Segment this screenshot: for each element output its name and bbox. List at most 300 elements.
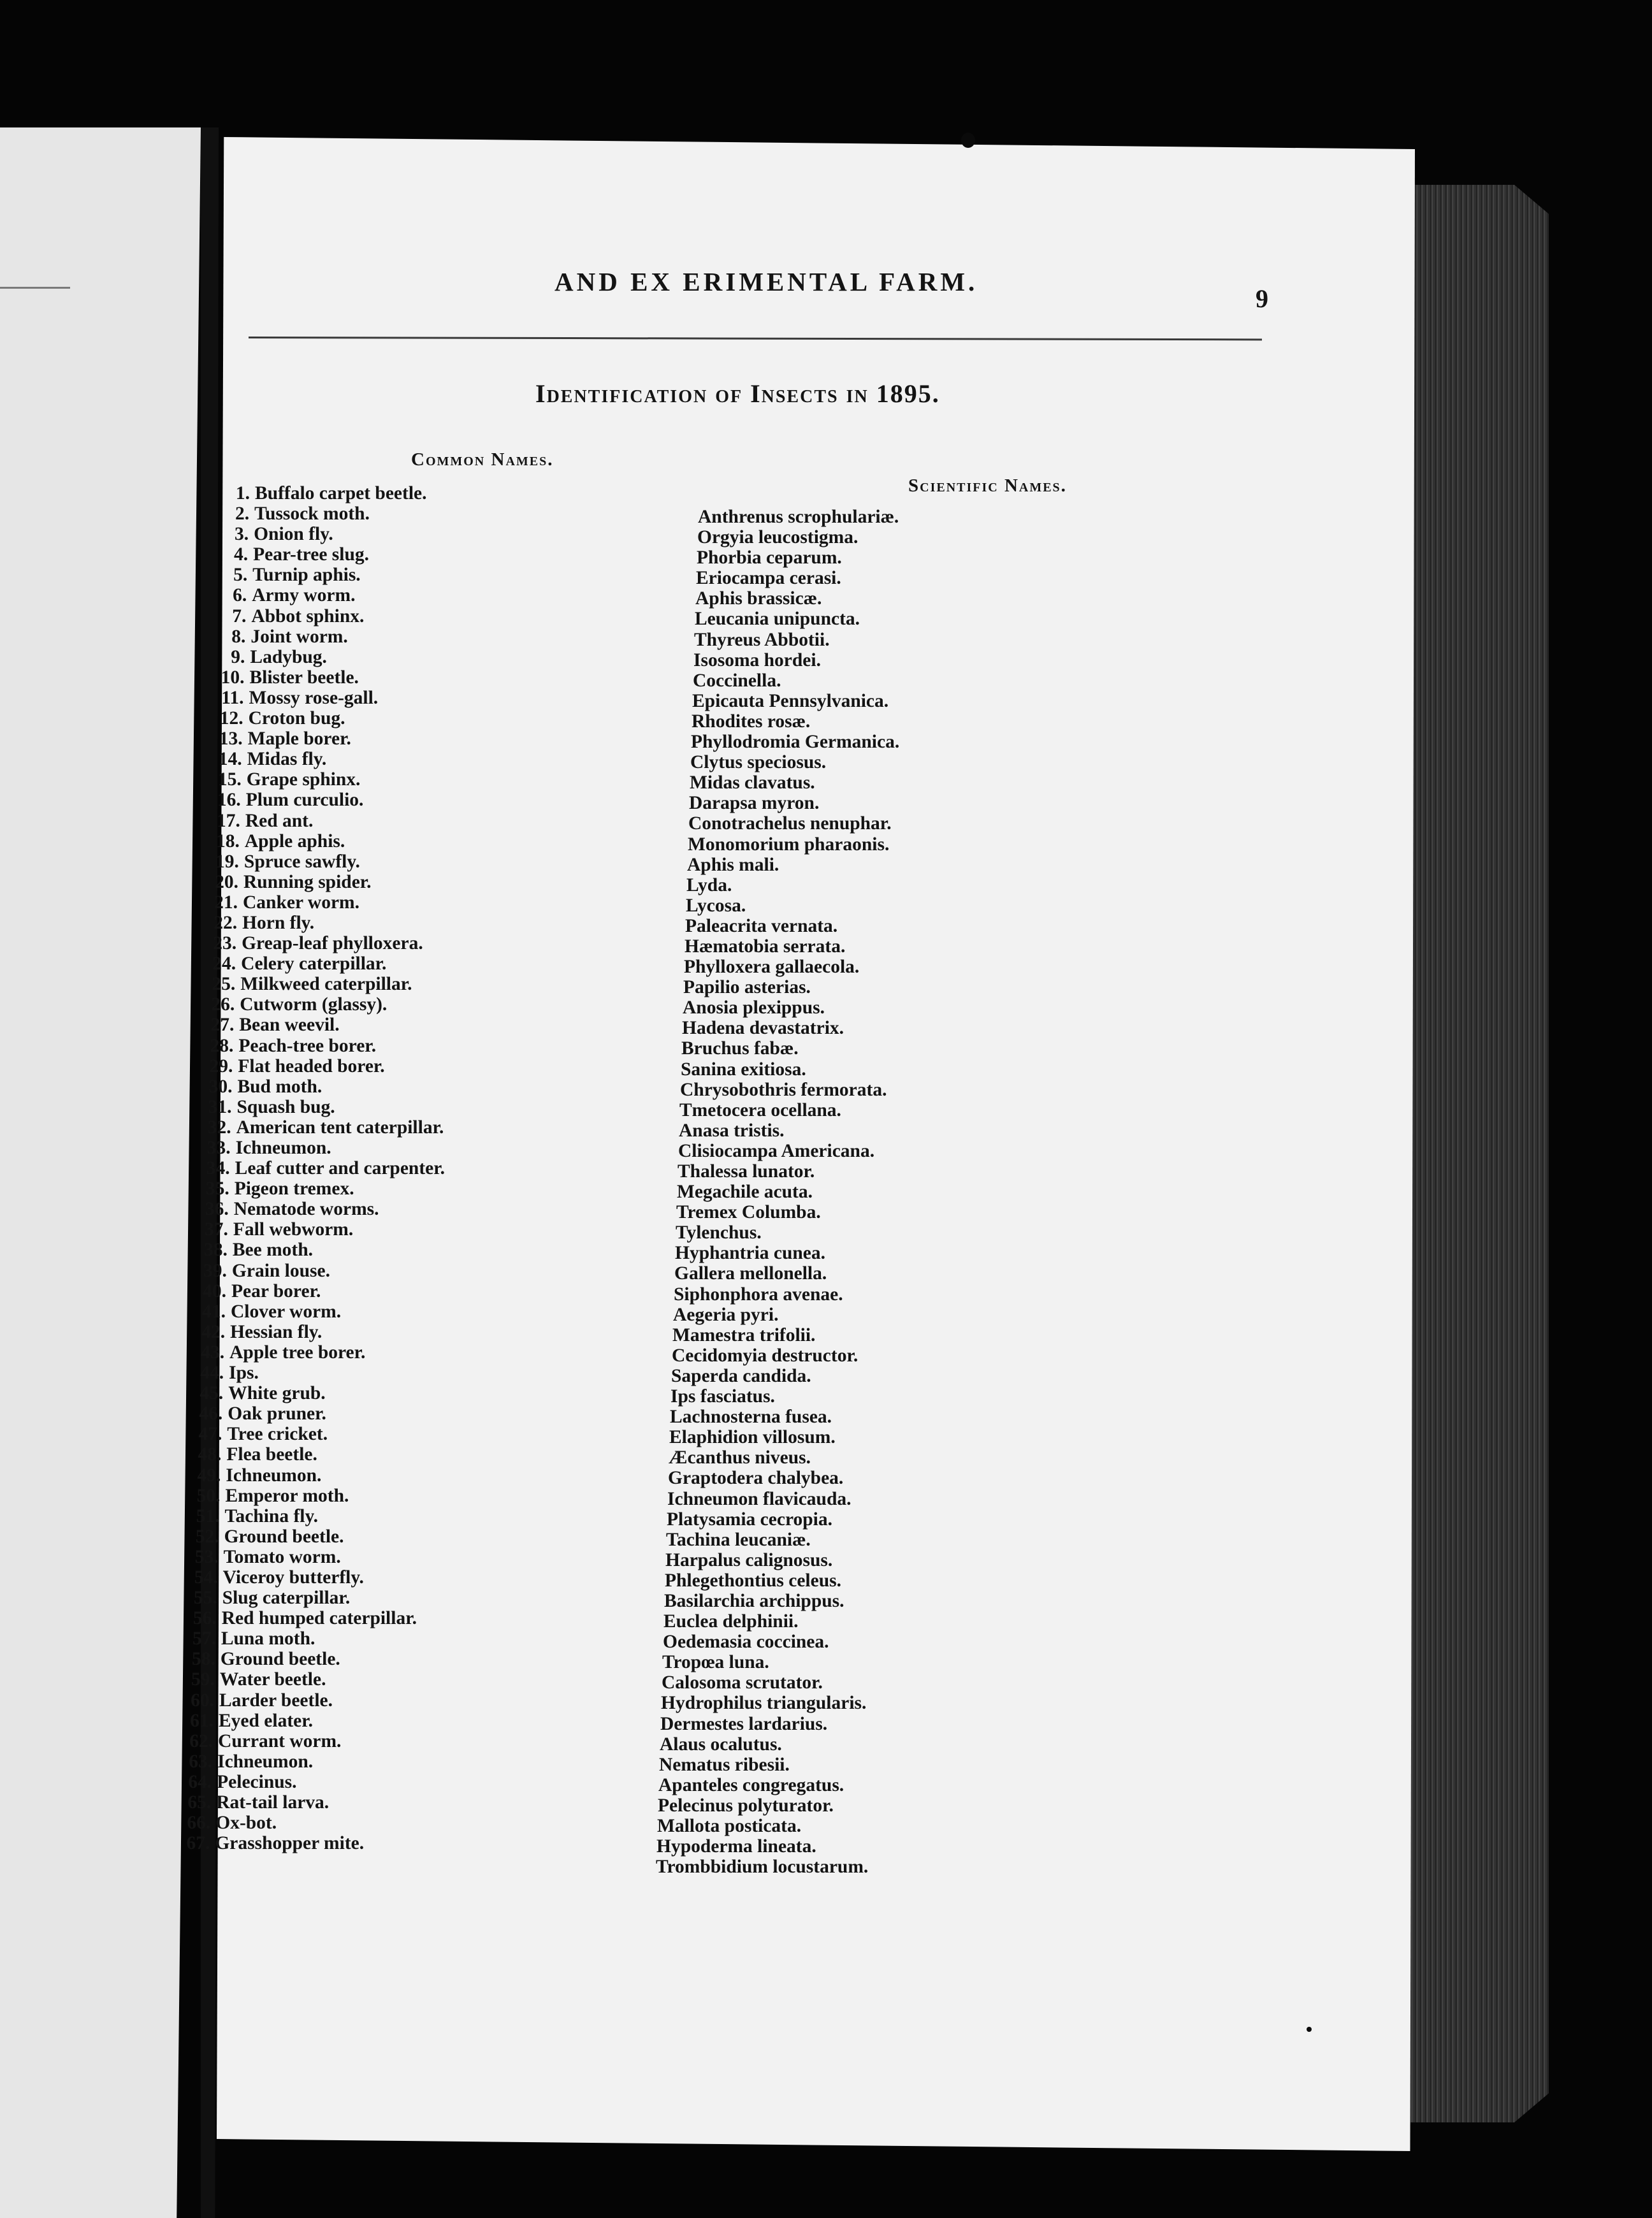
common-name-row bbox=[163, 1444, 519, 1465]
common-name-row bbox=[162, 1465, 519, 1486]
common-name: Currant worm. bbox=[218, 1730, 342, 1751]
scientific-name-row bbox=[693, 670, 1050, 691]
common-name-row bbox=[173, 1117, 530, 1138]
scientific-name-row bbox=[681, 1038, 1038, 1059]
scientific-name-row bbox=[663, 1611, 1020, 1632]
scientific-name-row bbox=[672, 1345, 1029, 1366]
scientific-name: Megachile acuta. bbox=[677, 1182, 813, 1203]
scientific-name-row bbox=[698, 507, 1055, 527]
scientific-names-heading: Scientific Names. bbox=[908, 475, 1067, 496]
scientific-name-row bbox=[697, 527, 1054, 547]
entry-number: 46. bbox=[199, 1403, 223, 1424]
scientific-name: Siphonphora avenae. bbox=[674, 1284, 843, 1305]
common-name-row bbox=[173, 1076, 530, 1097]
entry-number: 52. bbox=[195, 1526, 219, 1547]
scientific-name: Coccinella. bbox=[693, 670, 781, 691]
scientific-name-row bbox=[691, 732, 1048, 752]
scientific-name-row bbox=[686, 895, 1043, 916]
entry-number: 51. bbox=[196, 1505, 220, 1526]
entry-number: 40. bbox=[203, 1280, 226, 1301]
entry-number: 10. bbox=[221, 667, 245, 688]
common-name: Rat-tail larva. bbox=[216, 1792, 330, 1813]
scientific-name-row bbox=[695, 588, 1052, 609]
scientific-name-row bbox=[661, 1693, 1018, 1713]
scientific-name-row bbox=[683, 977, 1040, 997]
scientific-name: Rhodites rosæ. bbox=[692, 711, 811, 732]
scientific-name-row bbox=[665, 1570, 1022, 1591]
scientific-name: Hadena devastatrix. bbox=[682, 1018, 844, 1039]
scientific-name: Paleacrita vernata. bbox=[685, 915, 838, 936]
common-name-row bbox=[161, 1526, 518, 1547]
common-name-row bbox=[160, 1547, 517, 1567]
common-name: Water beetle. bbox=[219, 1669, 326, 1690]
common-name-row bbox=[154, 1751, 511, 1772]
common-name-row bbox=[152, 1792, 509, 1813]
scientific-name: Aegeria pyri. bbox=[673, 1304, 779, 1325]
common-name: Squash bug. bbox=[236, 1096, 335, 1117]
entry-number: 64. bbox=[188, 1771, 212, 1792]
common-name: Milkweed caterpillar. bbox=[240, 974, 412, 995]
entry-number: 36. bbox=[205, 1199, 229, 1220]
common-name: American tent caterpillar. bbox=[236, 1117, 444, 1138]
scientific-name-row bbox=[689, 793, 1046, 813]
scientific-name-row bbox=[660, 1734, 1017, 1755]
entry-number: 63. bbox=[189, 1751, 213, 1772]
common-name: Emperor moth. bbox=[225, 1485, 349, 1506]
scientific-name-row bbox=[662, 1672, 1018, 1693]
scientific-name: Phyllodromia Germanica. bbox=[691, 732, 900, 753]
scientific-name-row bbox=[679, 1120, 1036, 1141]
scientific-name: Alaus ocalutus. bbox=[660, 1734, 782, 1755]
common-name-row bbox=[156, 1690, 512, 1711]
common-name: Ground beetle. bbox=[224, 1526, 344, 1547]
common-names-list bbox=[186, 483, 548, 1854]
common-name: Hessian fly. bbox=[230, 1321, 322, 1342]
scientific-name: Clisiocampa Americana. bbox=[678, 1140, 875, 1161]
common-name: Canker worm. bbox=[243, 892, 359, 913]
scientific-name-row bbox=[674, 1284, 1031, 1305]
entry-number: 41. bbox=[202, 1301, 226, 1322]
scientific-name-row bbox=[672, 1325, 1029, 1345]
common-name-row bbox=[182, 811, 539, 831]
common-name-row bbox=[189, 544, 546, 565]
scientific-name-row bbox=[696, 568, 1053, 588]
common-name: Fall webworm. bbox=[233, 1219, 354, 1240]
scientific-name: Nematus ribesii. bbox=[659, 1754, 790, 1775]
scientific-name: Platysamia cecropia. bbox=[667, 1509, 832, 1530]
scientific-name-row bbox=[680, 1080, 1037, 1100]
entry-number: 11. bbox=[221, 687, 244, 708]
entry-number: 57. bbox=[192, 1628, 216, 1649]
entry-number: 42. bbox=[201, 1321, 226, 1342]
scientific-name: Thalessa lunator. bbox=[677, 1161, 815, 1182]
scientific-name: Æcanthus niveus. bbox=[669, 1447, 811, 1468]
scientific-names-list bbox=[656, 507, 1055, 1878]
common-name: Leaf cutter and carpenter. bbox=[235, 1158, 446, 1179]
scientific-name: Isosoma hordei. bbox=[693, 649, 821, 670]
common-name: Larder beetle. bbox=[219, 1690, 333, 1711]
scientific-name-row bbox=[666, 1530, 1023, 1550]
common-name: Ox-bot. bbox=[215, 1813, 277, 1834]
entry-number: 1. bbox=[235, 483, 250, 504]
entry-number: 12. bbox=[219, 708, 243, 729]
scientific-name-row bbox=[676, 1222, 1032, 1243]
common-name: Tomato worm. bbox=[223, 1546, 341, 1567]
common-name-row bbox=[187, 606, 544, 627]
scientific-name-row bbox=[679, 1100, 1036, 1120]
common-name-row bbox=[155, 1711, 512, 1731]
common-name-row bbox=[166, 1322, 523, 1342]
scientific-name-row bbox=[695, 609, 1052, 629]
entry-number: 4. bbox=[234, 544, 249, 565]
scientific-name: Harpalus calignosus. bbox=[665, 1549, 833, 1570]
scientific-name: Pelecinus polyturator. bbox=[658, 1795, 834, 1816]
scientific-name: Hyphantria cunea. bbox=[675, 1243, 826, 1264]
scientific-name-row bbox=[690, 772, 1047, 793]
common-name: Ichneumon. bbox=[226, 1465, 322, 1486]
scientific-name: Mallota posticata. bbox=[657, 1816, 802, 1836]
common-name-row bbox=[179, 892, 536, 913]
common-name: Viceroy butterfly. bbox=[222, 1567, 364, 1588]
common-name: Pelecinus. bbox=[217, 1771, 297, 1792]
entry-number: 39. bbox=[203, 1260, 227, 1281]
common-name: Bean weevil. bbox=[239, 1015, 340, 1036]
scientific-name-row bbox=[677, 1182, 1034, 1202]
scientific-name-row bbox=[663, 1632, 1020, 1652]
scientific-name-row bbox=[692, 691, 1049, 711]
entry-number: 3. bbox=[234, 524, 249, 545]
scientific-name-row bbox=[657, 1816, 1014, 1836]
common-name-row bbox=[184, 728, 541, 749]
common-name: Ground beetle. bbox=[220, 1649, 340, 1670]
common-name-row bbox=[171, 1158, 528, 1178]
entry-number: 29. bbox=[209, 1055, 233, 1076]
scientific-name-row bbox=[659, 1755, 1016, 1775]
scientific-name-row bbox=[668, 1468, 1025, 1488]
entry-number: 62. bbox=[189, 1730, 214, 1751]
scientific-name-row bbox=[693, 650, 1050, 670]
common-name-row bbox=[185, 688, 542, 708]
common-name-row bbox=[180, 872, 537, 892]
common-name-row bbox=[177, 953, 534, 974]
scientific-name-row bbox=[683, 997, 1040, 1018]
scientific-name-row bbox=[667, 1509, 1024, 1530]
common-name: Buffalo carpet beetle. bbox=[255, 483, 427, 504]
common-name-row bbox=[175, 1015, 532, 1035]
scientific-name: Lachnosterna fusea. bbox=[670, 1407, 832, 1428]
entry-number: 43. bbox=[201, 1342, 225, 1363]
scientific-name: Hæmatobia serrata. bbox=[685, 936, 846, 957]
scientific-name: Thyreus Abbotii. bbox=[694, 629, 830, 650]
scientific-name: Tachina leucaniæ. bbox=[666, 1529, 811, 1550]
entry-number: 48. bbox=[198, 1444, 222, 1465]
entry-number: 58. bbox=[191, 1649, 215, 1670]
common-name: Oak pruner. bbox=[228, 1403, 326, 1424]
scientific-name: Tropœa luna. bbox=[662, 1652, 769, 1673]
common-name-row bbox=[184, 749, 540, 769]
common-name: Tree cricket. bbox=[227, 1424, 328, 1445]
entry-number: 53. bbox=[194, 1546, 219, 1567]
scientific-name: Monomorium pharaonis. bbox=[688, 834, 890, 855]
scientific-name: Hypoderma lineata. bbox=[656, 1836, 816, 1857]
scientific-name: Lyda. bbox=[686, 874, 732, 895]
common-name-row bbox=[185, 667, 542, 688]
scientific-name-row bbox=[665, 1550, 1022, 1570]
common-name: Plum curculio. bbox=[245, 790, 364, 811]
common-name: Spruce sawfly. bbox=[243, 851, 360, 872]
common-name-row bbox=[166, 1342, 523, 1363]
common-name: Bee moth. bbox=[232, 1240, 314, 1261]
entry-number: 15. bbox=[217, 769, 242, 790]
entry-number: 67. bbox=[186, 1833, 210, 1854]
scientific-name-row bbox=[685, 916, 1042, 936]
common-name: Mossy rose-gall. bbox=[249, 687, 379, 708]
entry-number: 65. bbox=[187, 1792, 212, 1813]
common-name-row bbox=[181, 831, 538, 852]
common-name: Ichneumon. bbox=[235, 1138, 331, 1158]
common-name-row bbox=[164, 1383, 521, 1403]
entry-number: 37. bbox=[204, 1219, 228, 1240]
scientific-name: Mamestra trifolii. bbox=[672, 1324, 816, 1345]
entry-number: 17. bbox=[216, 810, 240, 831]
scientific-name: Eriocampa cerasi. bbox=[696, 568, 841, 589]
common-name: Tussock moth. bbox=[254, 504, 370, 525]
scientific-name: Papilio asterias. bbox=[683, 977, 811, 998]
common-name: Pigeon tremex. bbox=[234, 1178, 354, 1200]
page-title: Identification of Insects in 1895. bbox=[535, 379, 940, 408]
scientific-name: Bruchus fabæ. bbox=[681, 1038, 799, 1059]
scientific-name-row bbox=[670, 1386, 1027, 1407]
common-name-row bbox=[154, 1731, 511, 1751]
common-name-row bbox=[153, 1772, 510, 1792]
scientific-name-row bbox=[685, 936, 1041, 957]
common-name: Eyed elater. bbox=[219, 1710, 314, 1731]
common-name-row bbox=[164, 1403, 521, 1424]
common-name-row bbox=[152, 1813, 509, 1833]
common-name: Celery caterpillar. bbox=[241, 953, 387, 975]
scientific-name: Aphis brassicæ. bbox=[695, 588, 822, 609]
common-name-row bbox=[191, 483, 548, 504]
common-name: Joint worm. bbox=[250, 626, 348, 647]
scientific-name-row bbox=[676, 1202, 1033, 1222]
entry-number: 14. bbox=[218, 749, 242, 770]
scientific-name: Apanteles congregatus. bbox=[658, 1774, 844, 1795]
common-name-row bbox=[165, 1363, 522, 1383]
entry-number: 56. bbox=[192, 1608, 217, 1629]
scientific-name-row bbox=[674, 1263, 1031, 1284]
common-name-row bbox=[175, 1036, 532, 1056]
common-name-row bbox=[186, 647, 543, 667]
running-head: AND EX ERIMENTAL FARM. bbox=[554, 267, 978, 296]
common-name: Ichneumon. bbox=[217, 1751, 314, 1772]
scientific-name: Cecidomyia destructor. bbox=[672, 1345, 859, 1366]
common-name-row bbox=[163, 1424, 520, 1444]
entry-number: 21. bbox=[214, 892, 238, 913]
common-name-row bbox=[171, 1178, 528, 1199]
entry-number: 33. bbox=[207, 1138, 231, 1158]
scientific-name: Phylloxera gallaecola. bbox=[684, 957, 860, 978]
common-name: Grasshopper mite. bbox=[215, 1833, 365, 1854]
scientific-name-row bbox=[673, 1305, 1030, 1325]
common-name-row bbox=[170, 1199, 527, 1219]
scientific-name-row bbox=[669, 1427, 1026, 1447]
common-name-row bbox=[173, 1097, 530, 1117]
common-name: White grub. bbox=[228, 1383, 326, 1404]
scientific-name: Midas clavatus. bbox=[690, 772, 815, 794]
scientific-name-row bbox=[690, 752, 1047, 772]
common-name-row bbox=[177, 974, 533, 994]
common-name: Abbot sphinx. bbox=[251, 605, 365, 627]
scientific-name-row bbox=[684, 957, 1041, 977]
scientific-name: Oedemasia coccinea. bbox=[663, 1632, 829, 1653]
scientific-name: Dermestes lardarius. bbox=[660, 1713, 828, 1734]
scientific-name-row bbox=[664, 1591, 1021, 1611]
common-name: Ips. bbox=[229, 1363, 259, 1384]
entry-number: 2. bbox=[235, 504, 250, 525]
ink-speck bbox=[961, 133, 975, 148]
entry-number: 22. bbox=[214, 912, 238, 933]
common-name: Grape sphinx. bbox=[246, 769, 361, 790]
common-name: Pear-tree slug. bbox=[253, 544, 369, 565]
common-name-row bbox=[156, 1669, 513, 1690]
scientific-name-row bbox=[667, 1489, 1024, 1509]
scientific-name: Darapsa myron. bbox=[689, 793, 820, 814]
entry-number: 18. bbox=[215, 830, 240, 852]
scientific-name-row bbox=[687, 855, 1044, 875]
common-name-row bbox=[178, 913, 535, 933]
scientific-name-row bbox=[694, 630, 1051, 650]
scientific-name: Euclea delphinii. bbox=[663, 1611, 799, 1632]
entry-number: 34. bbox=[206, 1158, 230, 1179]
scientific-name-row bbox=[671, 1366, 1028, 1386]
scientific-name: Gallera mellonella. bbox=[674, 1263, 827, 1284]
scientific-name-row bbox=[669, 1447, 1025, 1468]
scientific-name: Tylenchus. bbox=[676, 1222, 762, 1243]
common-name-row bbox=[187, 627, 544, 647]
common-name: Red humped caterpillar. bbox=[221, 1608, 417, 1629]
scientific-name: Clytus speciosus. bbox=[690, 752, 827, 773]
common-name-row bbox=[157, 1649, 514, 1669]
common-name-row bbox=[168, 1261, 525, 1281]
entry-number: 59. bbox=[191, 1669, 215, 1690]
scientific-name-row bbox=[678, 1141, 1035, 1161]
scientific-name-row bbox=[660, 1714, 1017, 1734]
common-name-row bbox=[182, 790, 539, 810]
scientific-name: Ichneumon flavicauda. bbox=[667, 1488, 851, 1509]
scientific-name: Trombbidium locustarum. bbox=[656, 1857, 869, 1878]
common-name-row bbox=[170, 1219, 526, 1240]
common-name-row bbox=[183, 769, 540, 790]
common-name: Red ant. bbox=[245, 810, 314, 831]
scientific-name-row bbox=[688, 813, 1045, 834]
scientific-name-row bbox=[656, 1836, 1013, 1857]
common-name-row bbox=[169, 1240, 526, 1260]
common-name: Pear borer. bbox=[231, 1280, 321, 1301]
common-name-row bbox=[159, 1567, 516, 1588]
entry-number: 55. bbox=[193, 1588, 217, 1609]
common-name-row bbox=[161, 1486, 518, 1506]
common-name: Blister beetle. bbox=[249, 667, 359, 688]
common-name-row bbox=[167, 1301, 524, 1322]
page-number: 9 bbox=[1256, 284, 1268, 313]
scientific-name-row bbox=[656, 1857, 1013, 1877]
common-name: Midas fly. bbox=[247, 749, 327, 770]
scientific-name-row bbox=[658, 1775, 1015, 1795]
scientific-name-row bbox=[677, 1161, 1034, 1182]
entry-number: 6. bbox=[233, 585, 247, 606]
entry-number: 20. bbox=[215, 871, 238, 892]
common-name-row bbox=[180, 852, 537, 872]
common-name-row bbox=[159, 1588, 516, 1608]
entry-number: 7. bbox=[232, 605, 247, 627]
scientific-name: Calosoma scrutator. bbox=[662, 1672, 823, 1693]
entry-number: 47. bbox=[198, 1424, 222, 1445]
entry-number: 26. bbox=[211, 994, 235, 1015]
scientific-name: Aphis mali. bbox=[687, 854, 779, 875]
entry-number: 16. bbox=[217, 790, 241, 811]
entry-number: 23. bbox=[213, 933, 237, 954]
scientific-name-row bbox=[682, 1018, 1039, 1038]
scientific-name: Elaphidion villosum. bbox=[669, 1427, 836, 1448]
scientific-name-row bbox=[675, 1243, 1032, 1263]
scientific-name: Phorbia ceparum. bbox=[697, 547, 842, 569]
entry-number: 61. bbox=[190, 1710, 214, 1731]
common-name-row bbox=[174, 1056, 531, 1076]
common-name: Croton bug. bbox=[248, 708, 345, 729]
scientific-name: Lycosa. bbox=[686, 895, 746, 916]
entry-number: 38. bbox=[203, 1240, 228, 1261]
scientific-name: Orgyia leucostigma. bbox=[697, 527, 859, 548]
common-name-row bbox=[161, 1506, 518, 1526]
common-name: Tachina fly. bbox=[224, 1505, 318, 1526]
scientific-name-row bbox=[658, 1795, 1015, 1816]
entry-number: 27. bbox=[210, 1015, 235, 1036]
common-name: Clover worm. bbox=[231, 1301, 342, 1322]
entry-number: 5. bbox=[233, 565, 248, 586]
common-name: Turnip aphis. bbox=[252, 565, 361, 586]
entry-number: 54. bbox=[194, 1567, 218, 1588]
entry-number: 19. bbox=[215, 851, 239, 872]
common-name: Onion fly. bbox=[254, 524, 333, 545]
common-name: Horn fly. bbox=[242, 912, 315, 933]
scientific-name: Conotrachelus nenuphar. bbox=[688, 813, 892, 834]
ink-speck bbox=[1307, 2027, 1312, 2032]
common-name-row bbox=[151, 1833, 508, 1853]
common-name-row bbox=[172, 1138, 529, 1158]
entry-number: 31. bbox=[208, 1096, 232, 1117]
entry-number: 44. bbox=[200, 1363, 224, 1384]
common-name-row bbox=[157, 1628, 514, 1649]
common-name: Peach-tree borer. bbox=[238, 1035, 377, 1056]
scientific-name: Basilarchia archippus. bbox=[664, 1590, 844, 1611]
common-name: Nematode worms. bbox=[233, 1199, 379, 1220]
common-name: Luna moth. bbox=[221, 1628, 315, 1649]
common-name: Running spider. bbox=[243, 871, 372, 892]
common-name: Cutworm (glassy). bbox=[240, 994, 388, 1015]
common-names-heading: Common Names. bbox=[411, 449, 554, 470]
common-name-row bbox=[190, 524, 547, 544]
entry-number: 49. bbox=[197, 1465, 221, 1486]
entry-number: 66. bbox=[187, 1813, 211, 1834]
scientific-name-row bbox=[688, 834, 1045, 855]
common-name: Greap-leaf phylloxera. bbox=[242, 933, 423, 954]
scientific-name-row bbox=[697, 547, 1054, 568]
scientific-name-row bbox=[686, 875, 1043, 895]
common-name-row bbox=[176, 994, 533, 1015]
scientific-name-row bbox=[670, 1407, 1027, 1427]
common-name-row bbox=[191, 504, 547, 524]
entry-number: 50. bbox=[196, 1485, 221, 1506]
